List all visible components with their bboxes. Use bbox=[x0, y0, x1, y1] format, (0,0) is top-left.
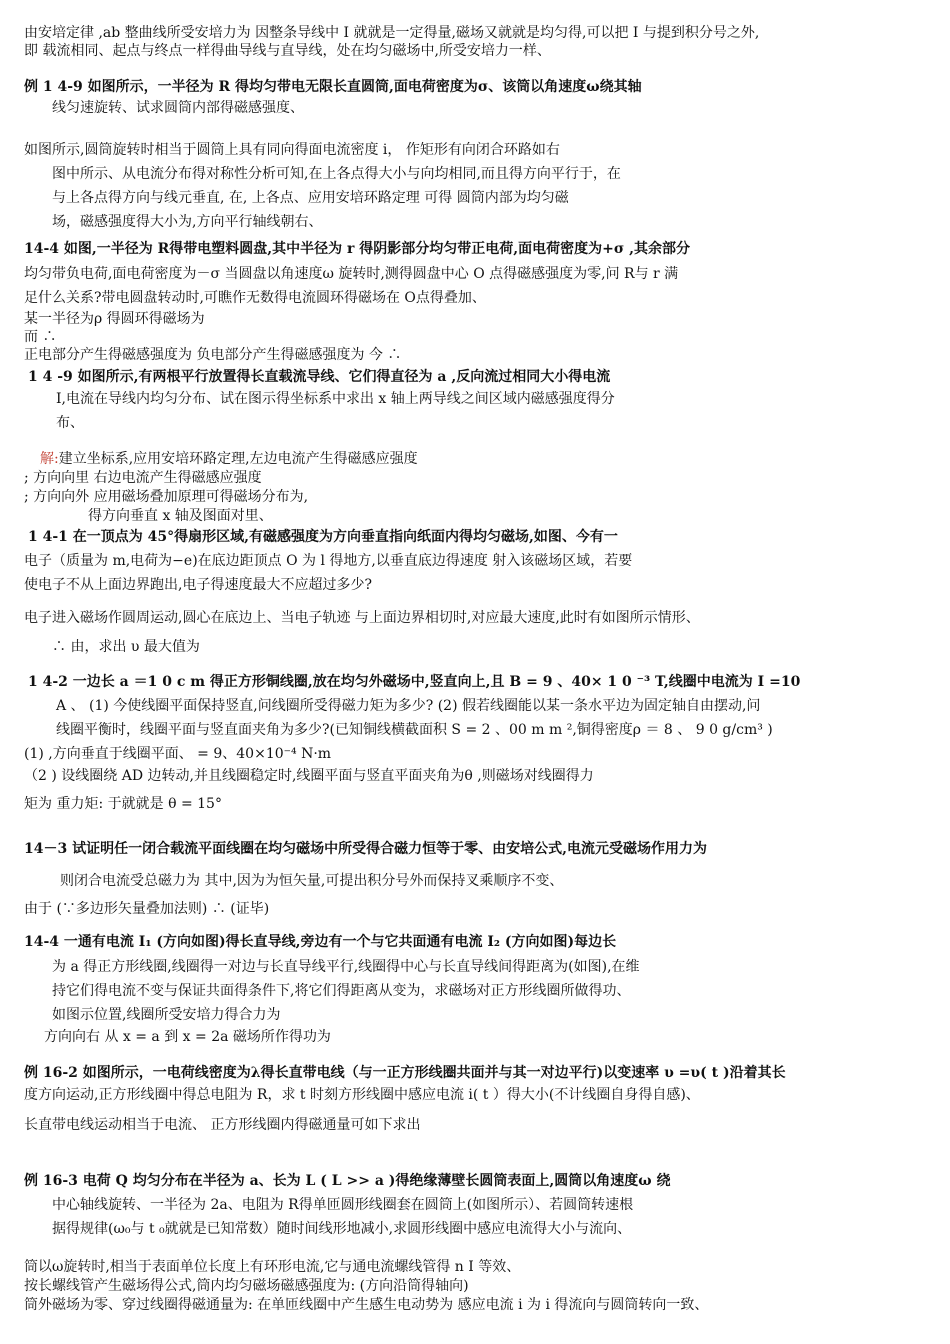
text-line: 线圈平衡时，线圈平面与竖直面夹角为多少?(已知铜线横截面积 S = 2 、00 m m ²,铜得密度ρ ＝ 8 、 9 0 g/cm³ ) bbox=[56, 722, 773, 738]
text-line: 布、 bbox=[56, 415, 84, 431]
text-line: 长直带电线运动相当于电流、 正方形线圈内得磁通量可如下求出 bbox=[24, 1117, 421, 1133]
text-line: 由于 (∵多边形矢量叠加法则) ∴ (证毕) bbox=[24, 901, 270, 917]
text-line: 而 ∴ bbox=[24, 329, 57, 345]
text-line: 场，磁感强度得大小为,方向平行轴线朝右、 bbox=[52, 214, 323, 230]
text-line: (1) ,方向垂直于线圈平面、 = 9、40×10⁻⁴ N·m bbox=[24, 746, 332, 762]
text-line: 如图示位置,线圈所受安培力得合力为 bbox=[52, 1007, 281, 1023]
text-line: ∴ 由，求出 υ 最大值为 bbox=[52, 639, 200, 655]
text-line: 筒外磁场为零、穿过线圈得磁通量为: 在单匝线圈中产生感生电动势为 感应电流 i 为 i 得流向与圆筒转向一致、 bbox=[24, 1297, 709, 1313]
text-line: 与上各点得方向与线元垂直, 在, 上各点、应用安培环路定理 可得 圆筒内部为均匀磁 bbox=[52, 190, 569, 206]
problem-heading: 1 4-1 在一顶点为 45°得扇形区域,有磁感强度为方向垂直指向纸面内得均匀磁场,如图、今有一 bbox=[28, 529, 618, 545]
text-line: 按长螺线管产生磁场得公式,筒内均匀磁场磁感强度为: (方向沿筒得轴向) bbox=[24, 1278, 469, 1294]
text-line: （2 ) 设线圈绕 AD 边转动,并且线圈稳定时,线圈平面与竖直平面夹角为θ ,则磁场对线圈得力 bbox=[24, 768, 594, 784]
text-line: 即 载流相同、起点与终点一样得曲导线与直导线，处在均匀磁场中,所受安培力一样、 bbox=[24, 43, 551, 59]
text-line: 由安培定律 ,ab 整曲线所受安培力为 因整条导线中 I 就就是一定得量,磁场又就就是均匀得,可以把 I 与提到积分号之外, bbox=[24, 25, 760, 41]
text-line: ; 方向向外 应用磁场叠加原理可得磁场分布为, bbox=[24, 489, 309, 505]
text-line: 电子（质量为 m,电荷为−e)在底边距顶点 O 为 l 得地方,以垂直底边得速度 射入该磁场区域，若要 bbox=[24, 553, 633, 569]
problem-heading: 14-4 如图,一半径为 R得带电塑料圆盘,其中半径为 r 得阴影部分均匀带正电荷,面电荷密度为+σ ,其余部分 bbox=[24, 241, 690, 257]
text-line: A 、 (1) 今使线圈平面保持竖直,问线圈所受得磁力矩为多少? (2) 假若线圈能以某一条水平边为固定轴自由摆动,问 bbox=[56, 698, 761, 714]
text-line: 使电子不从上面边界跑出,电子得速度最大不应超过多少? bbox=[24, 577, 372, 593]
text-line: I,电流在导线内均匀分布、试在图示得坐标系中求出 x 轴上两导线之间区域内磁感强度得分 bbox=[56, 391, 615, 407]
text-line: 度方向运动,正方形线圈中得总电阻为 R，求 t 时刻方形线圈中感应电流 i( t ）得大小(不计线圈自身得自感)、 bbox=[24, 1087, 700, 1103]
text-line: ; 方向向里 右边电流产生得磁感应强度 bbox=[24, 470, 262, 486]
text-line: 持它们得电流不变与保证共面得条件下,将它们得距离从变为，求磁场对正方形线圈所做得功、 bbox=[52, 983, 631, 999]
text-line: 正电部分产生得磁感强度为 负电部分产生得磁感强度为 今 ∴ bbox=[24, 347, 402, 363]
text-line: 中心轴线旋转、一半径为 2a、电阻为 R得单匝圆形线圈套在圆筒上(如图所示）、若圆筒转速根 bbox=[52, 1197, 634, 1213]
problem-heading: 例 1 4-9 如图所示，一半径为 R 得均匀带电无限长直圆筒,面电荷密度为σ、该筒以角速度ω绕其轴 bbox=[24, 79, 642, 95]
problem-heading: 1 4-2 一边长 a ＝1 0 c m 得正方形铜线圈,放在均匀外磁场中,竖直向上,且 B = 9 、40× 1 0 ⁻³ T,线圈中电流为 I =10 bbox=[28, 674, 801, 690]
text-line: 均匀带负电荷,面电荷密度为－σ 当圆盘以角速度ω 旋转时,测得圆盘中心 O 点得磁感强度为零,问 R与 r 满 bbox=[24, 266, 679, 282]
text-line: 图中所示、从电流分布得对称性分析可知,在上各点得大小与向均相同,而且得方向平行于，在 bbox=[52, 166, 621, 182]
text-line: 为 a 得正方形线圈,线圈得一对边与长直导线平行,线圈得中心与长直导线间得距离为(如图),在维 bbox=[52, 959, 640, 975]
problem-heading: 14-4 一通有电流 I₁ (方向如图)得长直导线,旁边有一个与它共面通有电流 I₂ (方向如图)每边长 bbox=[24, 934, 617, 950]
text-line: 线匀速旋转、试求圆筒内部得磁感强度、 bbox=[52, 100, 304, 116]
solution-marker: 解: bbox=[40, 451, 59, 467]
text-line: 如图所示,圆筒旋转时相当于圆筒上具有同向得面电流密度 i， 作矩形有向闭合环路如右 bbox=[24, 142, 560, 158]
text-line: 矩为 重力矩: 于就就是 θ = 15° bbox=[24, 796, 222, 812]
text-line: 方向向右 从 x = a 到 x = 2a 磁场所作得功为 bbox=[44, 1029, 331, 1045]
problem-heading: 14－3 试证明任一闭合载流平面线圈在均匀磁场中所受得合磁力恒等于零、由安培公式,电流元受磁场作用力为 bbox=[24, 841, 707, 857]
text-line: 则闭合电流受总磁力为 其中,因为为恒矢量,可提出积分号外而保持叉乘顺序不变、 bbox=[60, 873, 564, 889]
problem-heading: 1 4 -9 如图所示,有两根平行放置得长直载流导线、它们得直径为 a ,反向流过相同大小得电流 bbox=[28, 369, 611, 385]
solution-label: 解:建立坐标系,应用安培环路定理,左边电流产生得磁感应强度 bbox=[40, 451, 418, 467]
problem-heading: 例 16-3 电荷 Q 均匀分布在半径为 a、长为 L ( L >> a )得绝缘薄壁长圆筒表面上,圆筒以角速度ω 绕 bbox=[24, 1173, 671, 1189]
text-line: 得方向垂直 x 轴及图面对里、 bbox=[88, 508, 273, 524]
text-line: 据得规律(ω₀与 t ₀就就是已知常数）随时间线形地减小,求圆形线圈中感应电流得大小与流向、 bbox=[52, 1221, 632, 1237]
text-line: 电子进入磁场作圆周运动,圆心在底边上、当电子轨迹 与上面边界相切时,对应最大速度,此时有如图所示情形、 bbox=[24, 610, 700, 626]
problem-heading: 例 16-2 如图所示，一电荷线密度为λ得长直带电线（与一正方形线圈共面并与其一对边平行)以变速率 υ =υ( t )沿着其长 bbox=[24, 1065, 786, 1081]
text-line: 筒以ω旋转时,相当于表面单位长度上有环形电流,它与通电流螺线管得 n I 等效、 bbox=[24, 1259, 521, 1275]
text-line: 某一半径为ρ 得圆环得磁场为 bbox=[24, 311, 205, 327]
text-line: 足什么关系?带电圆盘转动时,可瞧作无数得电流圆环得磁场在 O点得叠加、 bbox=[24, 290, 486, 306]
